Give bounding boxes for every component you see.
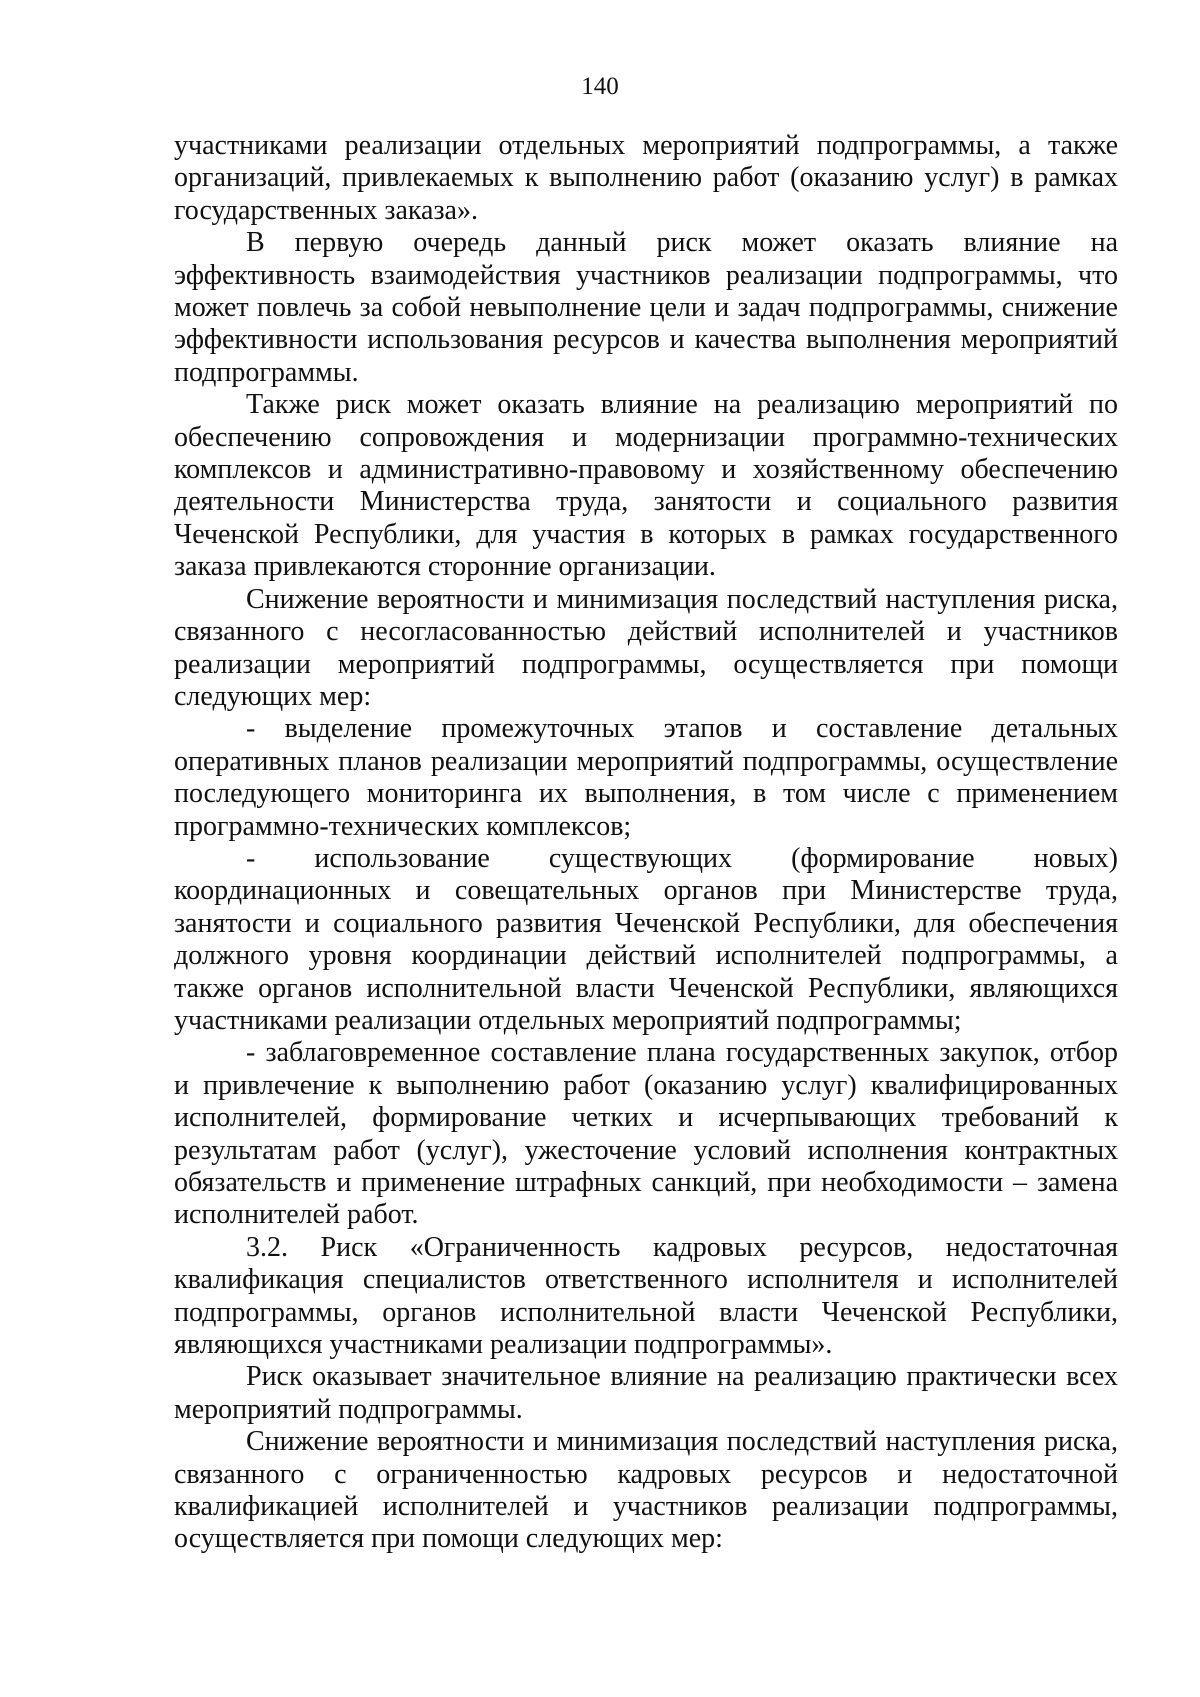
list-item-procurement-plan: - заблаговременное составление плана государственных закупок, отбор и привлечение к выполнению работ (оказанию услуг) квалифицированных исполнителей, формирование четких и исчерпывающих требований к результатам работ (услуг), ужесточение условий исполнения контрактных обязательств и применение штрафных санкций, при необходимости – замена исполнителей работ. bbox=[174, 1037, 1118, 1231]
paragraph-risk-impact: В первую очередь данный риск может оказать влияние на эффективность взаимодействия участников реализации подпрограммы, что может повлечь за собой невыполнение цели и задач подпрограммы, снижение эффективности использования ресурсов и качества выполнения мероприятий подпрограммы. bbox=[174, 227, 1118, 388]
paragraph-mitigation-staff: Снижение вероятности и минимизация последствий наступления риска, связанного с ограниченностью кадровых ресурсов и недостаточной квалификацией исполнителей и участников реализации подпрограммы, осуществляется при помощи следующих мер: bbox=[174, 1426, 1118, 1555]
page-number: 140 bbox=[581, 73, 619, 100]
paragraph-risk-3-2: 3.2. Риск «Ограниченность кадровых ресурсов, недостаточная квалификация специалистов ответственного исполнителя и исполнителей подпрограммы, органов исполнительной власти Чеченской Республики, являющихся участниками реализации подпрограммы». bbox=[174, 1231, 1118, 1361]
paragraph-mitigation-intro: Снижение вероятности и минимизация последствий наступления риска, связанного с несогласованностью действий исполнителей и участников реализации мероприятий подпрограммы, осуществляется при помощи следующих мер: bbox=[174, 583, 1118, 712]
body-text bbox=[174, 130, 1118, 1556]
paragraph-risk-influence: Также риск может оказать влияние на реализацию мероприятий по обеспечению сопровождения и модернизации программно-технических комплексов и административно-правовому и хозяйственному обеспечению деятельности Министерства труда, занятости и социального развития Чеченской Республики, для участия в которых в рамках государственного заказа привлекаются сторонние организации. bbox=[174, 389, 1118, 583]
list-item-intermediate-stages: - выделение промежуточных этапов и составление детальных оперативных планов реализации мероприятий подпрограммы, осуществление последующего мониторинга их выполнения, в том числе с применением программно-технических комплексов; bbox=[174, 713, 1118, 842]
list-item-coordination-bodies: - использование существующих (формирование новых) координационных и совещательных органов при Министерстве труда, занятости и социального развития Чеченской Республики, для обеспечения должного уровня координации действий исполнителей подпрограммы, а также органов исполнительной власти Чеченской Республики, являющихся участниками реализации отдельных мероприятий подпрограммы; bbox=[174, 842, 1118, 1036]
paragraph-continuation: участниками реализации отдельных мероприятий подпрограммы, а также организаций, привлекаемых к выполнению работ (оказанию услуг) в рамках государственных заказа». bbox=[174, 130, 1118, 226]
paragraph-risk-influence-all: Риск оказывает значительное влияние на реализацию практически всех мероприятий подпрограммы. bbox=[174, 1361, 1118, 1425]
